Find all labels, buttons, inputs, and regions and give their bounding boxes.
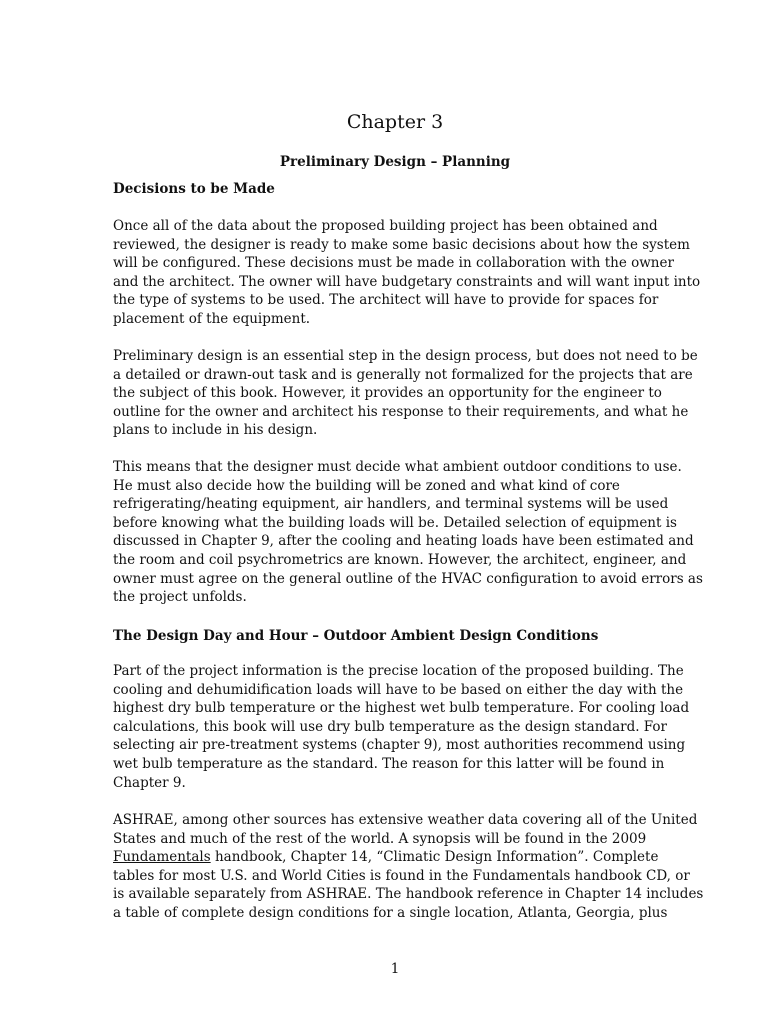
text-line: owner must agree on the general outline of the HVAC configuration to avoid errors as <box>113 570 703 587</box>
text-line: This means that the designer must decide what ambient outdoor conditions to use. <box>113 459 682 475</box>
text-line: is available separately from ASHRAE. The handbook reference in Chapter 14 includes <box>113 886 704 903</box>
text-line: Once all of the data about the proposed building project has been obtained and <box>113 218 658 234</box>
text-line: outline for the owner and architect his response to their requirements, and what he <box>113 403 689 420</box>
text-line: tables for most U.S. and World Cities is found in the Fundamentals handbook CD, or <box>113 867 690 884</box>
text-line: calculations, this book will use dry bulb temperature as the design standard. For <box>113 718 668 735</box>
paragraph-decisions-2 <box>113 347 698 440</box>
text-line: before knowing what the building loads will be. Detailed selection of equipment is <box>113 514 677 531</box>
chapter-subtitle: Preliminary Design – Planning <box>279 154 511 170</box>
text-line: Part of the project information is the precise location of the proposed building. The <box>113 663 684 679</box>
text-line: ASHRAE, among other sources has extensive weather data covering all of the United <box>113 812 698 828</box>
text-line: discussed in Chapter 9, after the cooling and heating loads have been estimated and <box>113 533 694 550</box>
text-line: a detailed or drawn-out task and is generally not formalized for the projects that are <box>113 366 693 383</box>
text-line: the project unfolds. <box>113 589 247 606</box>
text-line: placement of the equipment. <box>113 310 311 327</box>
paragraph-decisions-3 <box>113 458 703 607</box>
text-line: selecting air pre-treatment systems (chapter 9), most authorities recommend using <box>113 737 686 754</box>
paragraph-design-day-2 <box>113 811 704 923</box>
text-line: a table of complete design conditions for a single location, Atlanta, Georgia, plus <box>113 904 668 921</box>
underlined-book-title: Fundamentals <box>113 849 211 866</box>
section-heading-decisions: Decisions to be Made <box>113 181 275 197</box>
text-line: highest dry bulb temperature or the highest wet bulb temperature. For cooling load <box>113 700 690 717</box>
paragraph-design-day-1 <box>113 662 690 792</box>
text-line: will be configured. These decisions must be made in collaboration with the owner <box>113 255 674 272</box>
text-line: reviewed, the designer is ready to make some basic decisions about how the system <box>113 236 690 253</box>
text-line: and the architect. The owner will have budgetary constraints and will want input into <box>113 273 701 290</box>
text-segment: handbook, Chapter 14, “Climatic Design Information”. Complete <box>210 849 659 866</box>
text-line <box>113 848 683 867</box>
text-line: Preliminary design is an essential step in the design process, but does not need to be <box>113 348 698 364</box>
text-line: States and much of the rest of the world. A synopsis will be found in the 2009 <box>113 830 647 847</box>
text-line: refrigerating/heating equipment, air handlers, and terminal systems will be used <box>113 496 669 513</box>
text-line: the room and coil psychrometrics are known. However, the architect, engineer, and <box>113 551 687 568</box>
section-heading-design-day: The Design Day and Hour – Outdoor Ambient Design Conditions <box>113 628 599 644</box>
text-line: Chapter 9. <box>113 774 186 791</box>
text-line: cooling and dehumidification loads will have to be based on either the day with the <box>113 681 684 698</box>
text-line: He must also decide how the building will be zoned and what kind of core <box>113 477 620 494</box>
paragraph-decisions-1 <box>113 217 701 329</box>
text-line: plans to include in his design. <box>113 422 318 439</box>
text-line: the type of systems to be used. The architect will have to provide for spaces for <box>113 292 659 309</box>
page-number: 1 <box>390 961 400 977</box>
chapter-title: Chapter 3 <box>346 111 444 133</box>
text-line: wet bulb temperature as the standard. The reason for this latter will be found in <box>113 755 665 772</box>
text-line: the subject of this book. However, it provides an opportunity for the engineer to <box>113 385 662 402</box>
